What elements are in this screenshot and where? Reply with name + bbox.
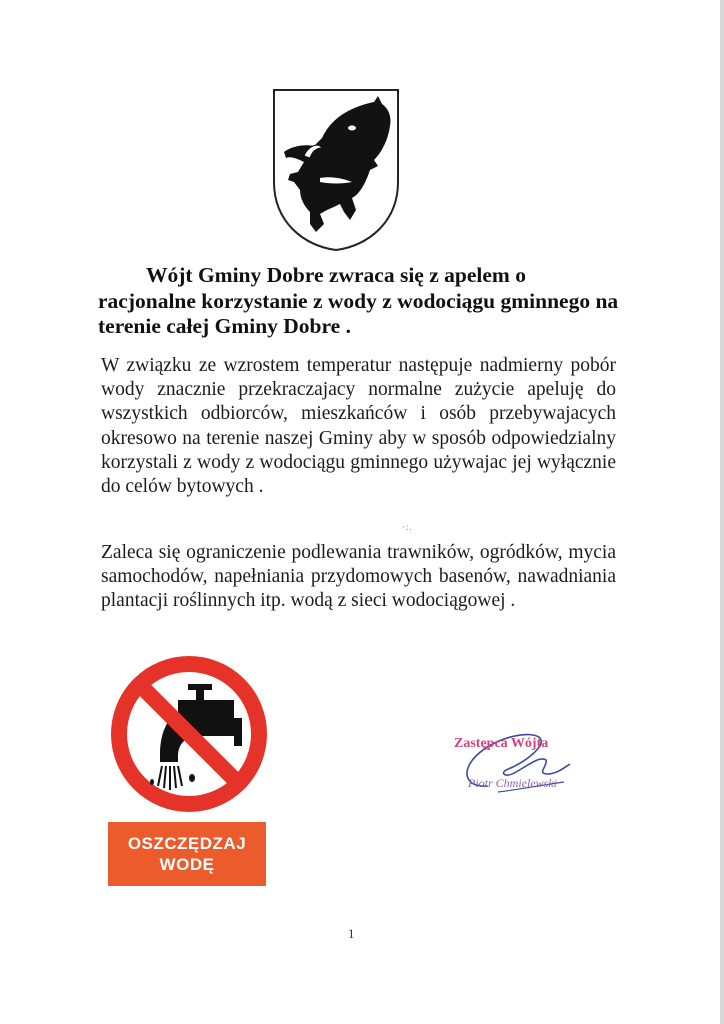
handwritten-signature-icon: [436, 716, 586, 806]
signature-role: Zastępca Wójta: [454, 736, 549, 751]
boar-coat-of-arms-icon: [270, 86, 402, 254]
save-water-sign: [108, 654, 270, 886]
body-paragraph: W związku ze wzrostem temperatur następuje nadmierny pobór wody znacznie przekraczajacy normalne zużycie apeluję do wszystkich odbiorców, mieszkańców i osób przebywajacych okresowo na terenie naszej Gminy aby w sposób odpowiedzialny korzystali z wody z wodociągu gminnego używajac jej wyłącznie do celów bytowych .: [101, 355, 616, 498]
signature-stamp: [436, 716, 586, 806]
page-edge: [720, 0, 724, 1024]
save-water-label-line-1: OSZCZĘDZAJ: [127, 834, 247, 853]
no-running-tap-icon: [108, 654, 270, 814]
body-paragraph: Zaleca się ograniczenie podlewania trawników, ogródków, mycia samochodów, napełniania przydomowych basenów, nawadniania plantacji roślinnych itp. wodą z sieci wodociągowej .: [101, 542, 616, 612]
signature-name: Piotr Chmielewski: [468, 776, 557, 790]
page-number: 1: [348, 926, 355, 941]
page-title: Wójt Gminy Dobre zwraca się z apelem o racjonalne korzystanie z wody z wodociągu gminnego na terenie całej Gminy Dobre .: [98, 263, 619, 338]
scan-speck: ·:.: [402, 522, 413, 532]
save-water-label: [108, 822, 266, 886]
save-water-label-line-2: WODĘ: [159, 855, 215, 874]
